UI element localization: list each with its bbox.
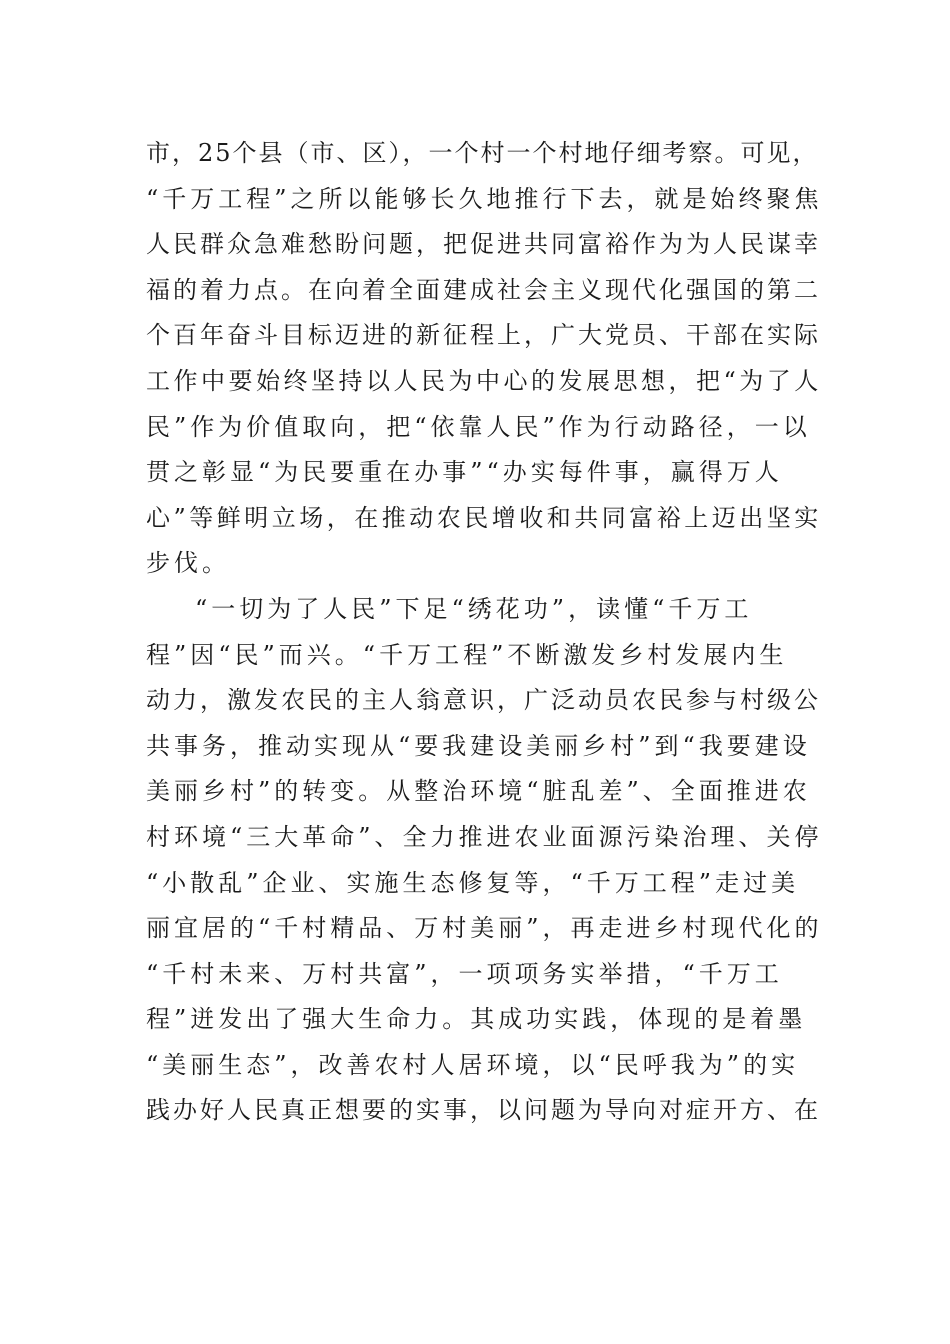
text-line: 丽宜居的“千村精品、万村美丽”，再走进乡村现代化的 <box>146 914 823 943</box>
text-line: 心”等鲜明立场，在推动农民增收和共同富裕上迈出坚实 <box>146 503 822 532</box>
text-line: 民”作为价值取向，把“依靠人民”作为行动路径，一以 <box>146 412 811 441</box>
text-line: 程”迸发出了强大生命力。其成功实践，体现的是着墨 <box>146 1005 807 1034</box>
text-line: 人民群众急难愁盼问题，把促进共同富裕作为为人民谋幸 <box>146 230 821 259</box>
text-line: 共事务，推动实现从“要我建设美丽乡村”到“我要建设 <box>146 731 811 760</box>
text-line: 村环境“三大革命”、全力推进农业面源污染治理、关停 <box>146 822 823 851</box>
text-line: “千村未来、万村共富”，一项项务实举措，“千万工 <box>146 959 783 988</box>
text-line: 动力，激发农民的主人翁意识，广泛动员农民参与村级公 <box>146 686 821 715</box>
text-line: “小散乱”企业、实施生态修复等，“千万工程”走过美 <box>146 868 800 897</box>
text-line: 步伐。 <box>146 549 230 578</box>
body-text <box>146 131 826 1134</box>
text-line: 市，25个县（市、区），一个村一个村地仔细考察。可见， <box>146 139 819 167</box>
text-line: 美丽乡村”的转变。从整治环境“脏乱差”、全面推进农 <box>146 777 811 806</box>
text-line: 程”因“民”而兴。“千万工程”不断激发乡村发展内生 <box>146 640 788 669</box>
text-line: 福的着力点。在向着全面建成社会主义现代化强国的第二 <box>146 275 821 304</box>
text-line: 贯之彰显“为民要重在办事”“办实每件事，赢得万人 <box>146 458 783 487</box>
text-line: “一切为了人民”下足“绣花功”，读懂“千万工 <box>195 594 753 623</box>
text-line: 个百年奋斗目标迈进的新征程上，广大党员、干部在实际 <box>146 321 821 350</box>
text-line: 工作中要始终坚持以人民为中心的发展思想，把“为了人 <box>146 366 822 395</box>
text-line: 践办好人民真正想要的实事，以问题为导向对症开方、在 <box>146 1096 821 1125</box>
text-line: “美丽生态”，改善农村人居环境，以“民呼我为”的实 <box>146 1050 800 1079</box>
text-line: “千万工程”之所以能够长久地推行下去，就是始终聚焦 <box>146 184 823 213</box>
